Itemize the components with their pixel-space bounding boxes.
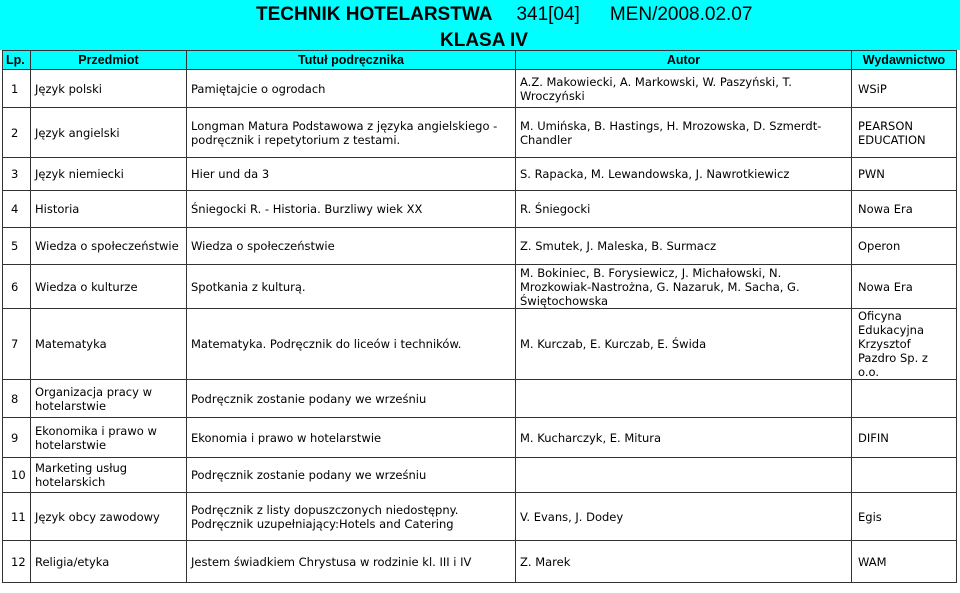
- cell-subject: Historia: [31, 191, 187, 228]
- cell-title: Podręcznik z listy dopuszczonych niedostępny. Podręcznik uzupełniający:Hotels and Catering: [187, 493, 516, 541]
- column-header-subject: Przedmiot: [31, 51, 187, 70]
- table-row: [3, 265, 957, 309]
- cell-subject: Język niemiecki: [31, 158, 187, 191]
- column-header-title: Tutuł podręcznika: [187, 51, 516, 70]
- cell-subject: Religia/etyka: [31, 541, 187, 583]
- table-row: [3, 70, 957, 108]
- cell-author: R. Śniegocki: [516, 191, 852, 228]
- cell-lp: 5: [3, 228, 31, 265]
- cell-publisher: Oficyna Edukacyjna Krzysztof Pazdro Sp. z o.o.: [852, 309, 957, 380]
- cell-title: Longman Matura Podstawowa z języka angielskiego - podręcznik i repetytorium z testami.: [187, 108, 516, 158]
- cell-publisher: [852, 380, 957, 418]
- cell-author: M. Kurczab, E. Kurczab, E. Świda: [516, 309, 852, 380]
- cell-publisher: DIFIN: [852, 418, 957, 458]
- table-row: [3, 158, 957, 191]
- cell-author: S. Rapacka, M. Lewandowska, J. Nawrotkiewicz: [516, 158, 852, 191]
- cell-title: Śniegocki R. - Historia. Burzliwy wiek XX: [187, 191, 516, 228]
- cell-title: Hier und da 3: [187, 158, 516, 191]
- cell-lp: 6: [3, 265, 31, 309]
- cell-title: Jestem świadkiem Chrystusa w rodzinie kl. III i IV: [187, 541, 516, 583]
- table-row: [3, 191, 957, 228]
- cell-subject: Język angielski: [31, 108, 187, 158]
- cell-lp: 8: [3, 380, 31, 418]
- cell-subject: Język obcy zawodowy: [31, 493, 187, 541]
- cell-author: [516, 458, 852, 493]
- cell-publisher: WAM: [852, 541, 957, 583]
- cell-subject: Marketing usług hotelarskich: [31, 458, 187, 493]
- cell-title: Podręcznik zostanie podany we wrześniu: [187, 380, 516, 418]
- cell-publisher: Egis: [852, 493, 957, 541]
- cell-lp: 7: [3, 309, 31, 380]
- cell-lp: 3: [3, 158, 31, 191]
- table-header-row: [3, 51, 957, 70]
- document-title: TECHNIK HOTELARSTWA: [256, 4, 493, 25]
- cell-author: M. Kucharczyk, E. Mitura: [516, 418, 852, 458]
- cell-author: Z. Marek: [516, 541, 852, 583]
- document-header: [0, 0, 960, 50]
- cell-subject: Organizacja pracy w hotelarstwie: [31, 380, 187, 418]
- cell-author: M. Bokiniec, B. Forysiewicz, J. Michałowski, N. Mrozkowiak-Nastrożna, G. Nazaruk, M. Sacha, G. Świętochowska: [516, 265, 852, 309]
- cell-subject: Wiedza o społeczeństwie: [31, 228, 187, 265]
- cell-title: Pamiętajcie o ogrodach: [187, 70, 516, 108]
- cell-author: A.Z. Makowiecki, A. Markowski, W. Paszyński, T. Wroczyński: [516, 70, 852, 108]
- cell-title: Ekonomia i prawo w hotelarstwie: [187, 418, 516, 458]
- table-row: [3, 228, 957, 265]
- table-row: [3, 380, 957, 418]
- table-row: [3, 541, 957, 583]
- cell-publisher: PWN: [852, 158, 957, 191]
- column-header-publisher: Wydawnictwo: [852, 51, 957, 70]
- cell-lp: 2: [3, 108, 31, 158]
- cell-subject: Język polski: [31, 70, 187, 108]
- cell-lp: 9: [3, 418, 31, 458]
- cell-author: M. Umińska, B. Hastings, H. Mrozowska, D. Szmerdt-Chandler: [516, 108, 852, 158]
- class-label: KLASA IV: [440, 30, 528, 51]
- cell-title: Podręcznik zostanie podany we wrześniu: [187, 458, 516, 493]
- cell-subject: Wiedza o kulturze: [31, 265, 187, 309]
- cell-subject: Ekonomika i prawo w hotelarstwie: [31, 418, 187, 458]
- cell-lp: 1: [3, 70, 31, 108]
- cell-title: Matematyka. Podręcznik do liceów i techników.: [187, 309, 516, 380]
- table-row: [3, 458, 957, 493]
- profession-code: 341[04]: [516, 4, 580, 25]
- cell-author: V. Evans, J. Dodey: [516, 493, 852, 541]
- cell-lp: 10: [3, 458, 31, 493]
- table-row: [3, 108, 957, 158]
- cell-publisher: Operon: [852, 228, 957, 265]
- column-header-lp: Lp.: [3, 51, 31, 70]
- cell-subject: Matematyka: [31, 309, 187, 380]
- cell-author: Z. Smutek, J. Maleska, B. Surmacz: [516, 228, 852, 265]
- cell-lp: 12: [3, 541, 31, 583]
- textbook-table: [2, 50, 957, 583]
- cell-lp: 11: [3, 493, 31, 541]
- table-row: [3, 309, 957, 380]
- cell-publisher: Nowa Era: [852, 265, 957, 309]
- cell-publisher: WSiP: [852, 70, 957, 108]
- cell-lp: 4: [3, 191, 31, 228]
- cell-publisher: Nowa Era: [852, 191, 957, 228]
- cell-author: [516, 380, 852, 418]
- cell-publisher: [852, 458, 957, 493]
- table-row: [3, 418, 957, 458]
- column-header-author: Autor: [516, 51, 852, 70]
- program-code: MEN/2008.02.07: [609, 4, 753, 25]
- header-title-line: [256, 4, 752, 26]
- cell-publisher: PEARSON EDUCATION: [852, 108, 957, 158]
- cell-title: Wiedza o społeczeństwie: [187, 228, 516, 265]
- table-row: [3, 493, 957, 541]
- cell-title: Spotkania z kulturą.: [187, 265, 516, 309]
